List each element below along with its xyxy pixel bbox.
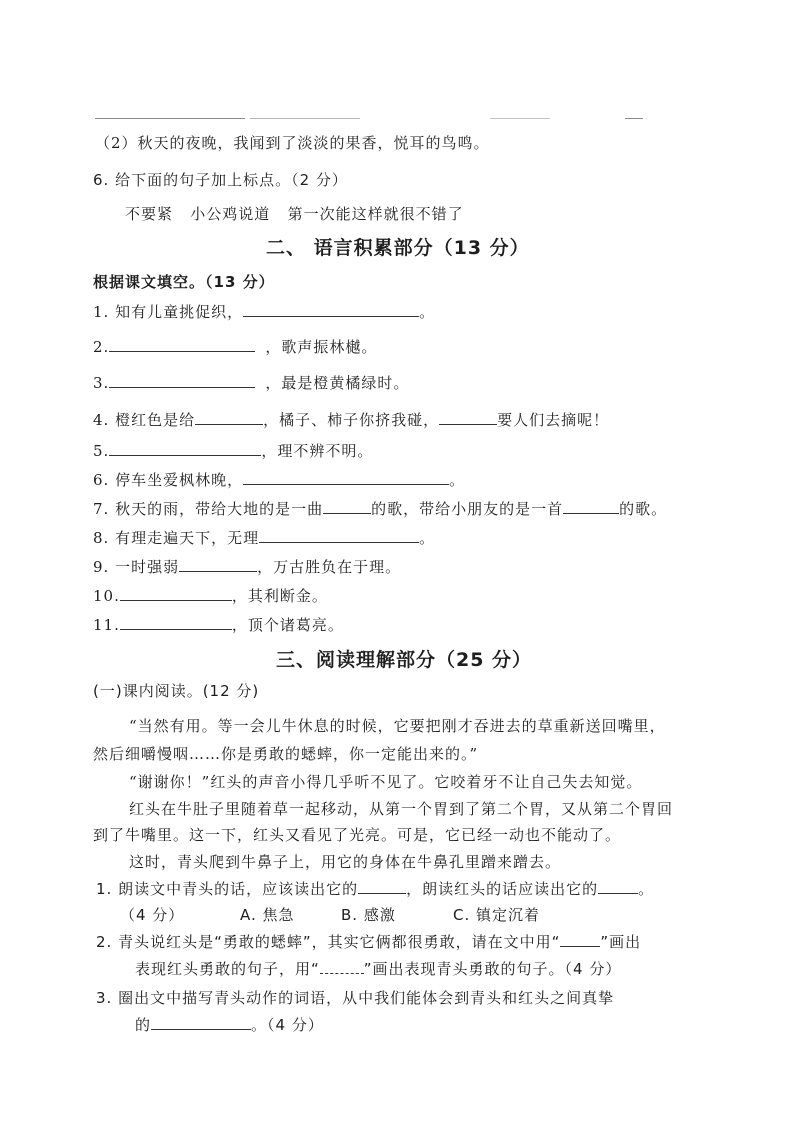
fill-question-7: 7. 秋天的雨，带给大地的是一曲 的歌，带给小朋友的是一首 的歌。: [93, 500, 668, 518]
answer-blank[interactable]: [109, 441, 261, 456]
scan-artifact-line: [490, 118, 550, 119]
reading-question-1: 1. 朗读文中青头的话，应该读出它的 ，朗读红头的话应读出它的 。: [96, 880, 655, 898]
fill-question-2: 2. ，歌声振林樾。: [93, 338, 378, 356]
fill-question-3: 3. ，最是橙黄橘绿时。: [93, 374, 410, 392]
fill-question-10: 10. ，其利断金。: [93, 587, 328, 605]
question-6-sentence: 不要紧 小公鸡说道 第一次能这样就很不错了: [125, 205, 464, 223]
option-c[interactable]: C. 镇定沉着: [453, 906, 541, 924]
fill-question-9: 9. 一时强弱 ，万古胜负在于理。: [93, 558, 402, 576]
reading-question-1-score: （4 分）: [120, 906, 185, 924]
fill-question-11: 11. ，顶个诸葛亮。: [93, 616, 344, 634]
answer-blank[interactable]: [109, 337, 255, 352]
section-2-instruction: 根据课文填空。（13 分）: [93, 273, 275, 291]
passage-line: 这时，青头爬到牛鼻子上，用它的身体在牛鼻孔里蹭来蹭去。: [129, 853, 562, 871]
passage-line: “当然有用。等一会儿牛休息的时候，它要把刚才吞进去的草重新送回嘴里，: [129, 717, 666, 735]
reading-question-2-cont: 表现红头勇敢的句子，用“ ”画出表现青头勇敢的句子。（4 分）: [135, 960, 622, 978]
scan-artifact-line: [95, 118, 245, 119]
fill-question-8: 8. 有理走遍天下，无理 。: [93, 529, 436, 547]
option-a[interactable]: A. 焦急: [240, 906, 295, 924]
answer-blank[interactable]: [151, 1015, 251, 1030]
answer-blank[interactable]: [323, 499, 371, 514]
answer-blank[interactable]: [358, 879, 406, 894]
fill-question-5: 5. ，理不辨不明。: [93, 442, 374, 460]
option-b[interactable]: B. 感激: [341, 906, 396, 924]
passage-line: 到了牛嘴里。这一下，红头又看见了光亮。可是，它已经一动也不能动了。: [93, 826, 622, 844]
reading-question-3: 3. 圈出文中描写青头动作的词语，从中我们能体会到青头和红头之间真挚: [96, 989, 615, 1007]
answer-blank[interactable]: [598, 879, 638, 894]
answer-blank[interactable]: [120, 586, 232, 601]
answer-blank[interactable]: [563, 499, 619, 514]
scan-artifact-line: [625, 118, 643, 119]
answer-blank[interactable]: [195, 410, 263, 425]
passage-line: 红头在牛肚子里随着草一起移动，从第一个胃到了第二个胃，又从第二个胃回: [129, 800, 674, 818]
fill-question-1: 1. 知有儿童挑促织， 。: [93, 303, 436, 321]
reading-question-2: 2. 青头说红头是“勇敢的蟋蟀”，其实它俩都很勇敢，请在文中用“ ”画出: [96, 933, 642, 951]
answer-blank[interactable]: [243, 470, 449, 485]
answer-blank[interactable]: [439, 410, 497, 425]
part1-item-2: （2）秋天的夜晚，我闻到了淡淡的果香，悦耳的鸟鸣。: [95, 134, 490, 152]
straight-line-mark: [560, 932, 600, 947]
passage-line: 然后细嚼慢咽……你是勇敢的蟋蟀，你一定能出来的。”: [93, 745, 479, 763]
answer-blank[interactable]: [120, 615, 232, 630]
scan-artifact-line: [250, 118, 360, 119]
answer-blank[interactable]: [259, 528, 419, 543]
wavy-line-mark: [320, 959, 364, 974]
section-2-heading: 二、 语言积累部分（13 分）: [266, 237, 530, 259]
passage-line: “谢谢你！”红头的声音小得几乎听不见了。它咬着牙不让自己失去知觉。: [129, 773, 643, 791]
fill-question-6: 6. 停车坐爱枫林晚， 。: [93, 471, 466, 489]
answer-blank[interactable]: [109, 373, 255, 388]
section-3-subheading: (一)课内阅读。(12 分): [93, 682, 260, 700]
answer-blank[interactable]: [179, 557, 257, 572]
fill-question-4: 4. 橙红色是给 ，橘子、柿子你挤我碰， 要人们去摘呢！: [93, 411, 610, 429]
question-6-title: 6. 给下面的句子加上标点。（2 分）: [93, 171, 348, 189]
reading-question-3-cont: 的 。（4 分）: [135, 1016, 324, 1034]
answer-blank[interactable]: [243, 302, 419, 317]
section-3-heading: 三、阅读理解部分（25 分）: [276, 649, 533, 671]
